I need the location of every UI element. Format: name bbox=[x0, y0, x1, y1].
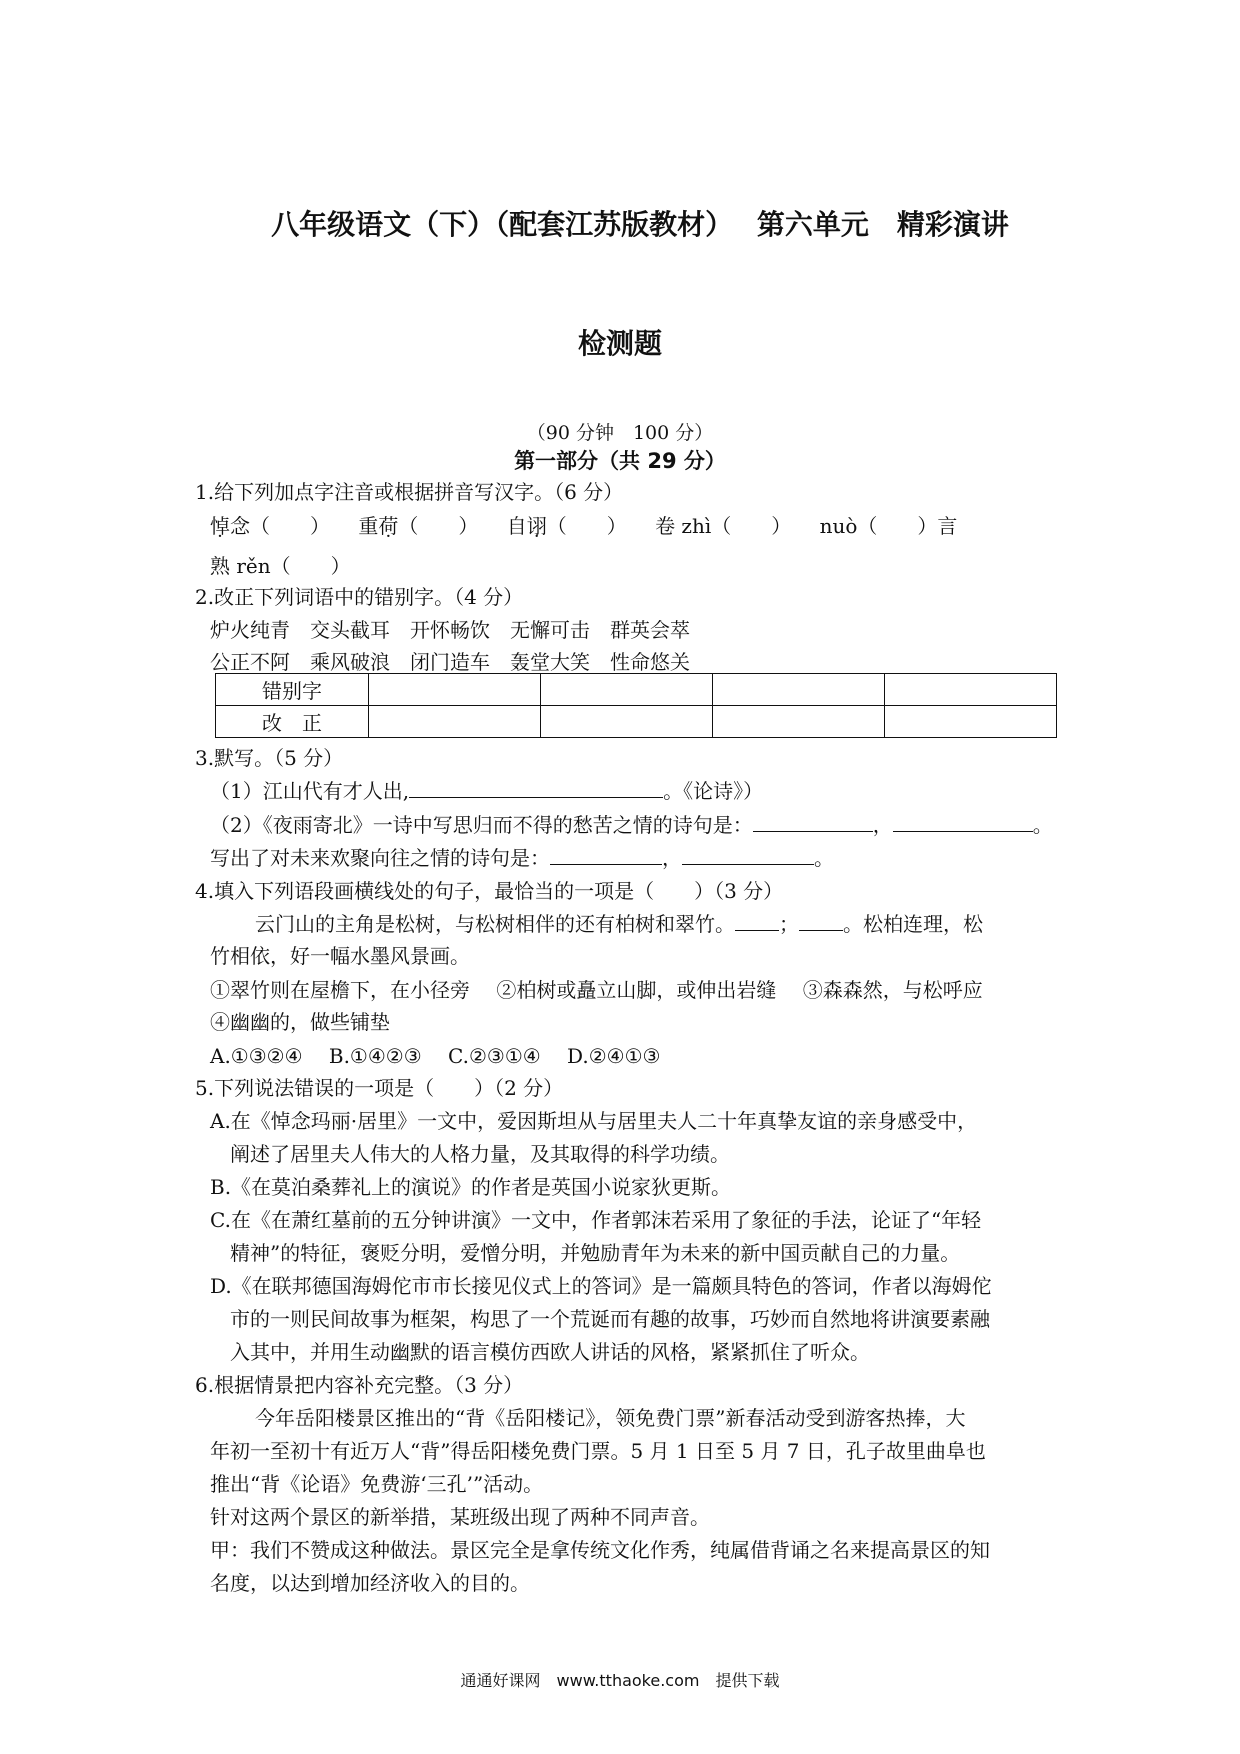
q1-stem: 1.给下列加点字注音或根据拼音写汉字。（6 分） bbox=[195, 480, 624, 504]
q1-item-2: 重荷（ ） bbox=[358, 514, 479, 538]
q2-words-row1: 炉火纯青 交头截耳 开怀畅饮 无懈可击 群英会萃 bbox=[210, 618, 690, 642]
answer-cell[interactable] bbox=[885, 706, 1057, 738]
q3-stem: 3.默写。（5 分） bbox=[195, 746, 344, 770]
q3-line-c: 写出了对未来欢聚向往之情的诗句是： ， 。 bbox=[210, 846, 834, 870]
answer-cell[interactable] bbox=[369, 674, 541, 706]
q5-stem: 5.下列说法错误的一项是（ ）（2 分） bbox=[195, 1076, 564, 1100]
document-subtitle: 检测题 bbox=[577, 327, 662, 360]
answer-blank[interactable] bbox=[799, 912, 843, 931]
q5-option-d-line1: D.《在联邦德国海姆佗市市长接见仪式上的答词》是一篇颇具特色的答词，作者以海姆佗 bbox=[210, 1274, 992, 1298]
part-one-heading: 第一部分（共 29 分） bbox=[514, 449, 726, 473]
answer-cell[interactable] bbox=[885, 674, 1057, 706]
footer-source: 通通好课网 www.tthaoke.com 提供下载 bbox=[460, 1671, 780, 1690]
q5-option-c-line1: C.在《在萧红墓前的五分钟讲演》一文中，作者郭沫若采用了象征的手法，论证了“年轻 bbox=[210, 1208, 982, 1232]
answer-blank[interactable] bbox=[735, 912, 779, 931]
table-label-correct: 改 正 bbox=[216, 706, 369, 738]
q5-option-a-line1: A.在《悼念玛丽·居里》一文中，爱因斯坦从与居里夫人二十年真挚友谊的亲身感受中， bbox=[210, 1109, 978, 1133]
table-row bbox=[216, 706, 1057, 738]
q4-stem: 4.填入下列语段画横线处的句子，最恰当的一项是（ ）（3 分） bbox=[195, 879, 784, 903]
answer-cell[interactable] bbox=[713, 706, 885, 738]
q4-para-1: 云门山的主角是松树，与松树相伴的还有柏树和翠竹。 ； 。松柏连理，松 bbox=[255, 912, 983, 936]
q5-option-d-line3: 入其中，并用生动幽默的语言模仿西欧人讲话的风格，紧紧抓住了听众。 bbox=[230, 1340, 870, 1364]
q1-items-line bbox=[210, 511, 957, 541]
answer-blank[interactable] bbox=[550, 846, 662, 865]
q3-line-b: （2）《夜雨寄北》一诗中写思归而不得的愁苦之情的诗句是： ， 。 bbox=[210, 813, 1053, 837]
q6-para-6: 名度，以达到增加经济收入的目的。 bbox=[210, 1571, 530, 1595]
answer-cell[interactable] bbox=[369, 706, 541, 738]
q4-options-2: ④幽幽的，做些铺垫 bbox=[210, 1010, 390, 1034]
answer-blank[interactable] bbox=[893, 813, 1033, 832]
q2-words-row2: 公正不阿 乘风破浪 闭门造车 轰堂大笑 性命悠关 bbox=[210, 650, 690, 674]
time-score: （90 分钟 100 分） bbox=[526, 422, 714, 444]
q6-para-3: 推出“背《论语》免费游‘三孔’”活动。 bbox=[210, 1472, 544, 1496]
answer-blank[interactable] bbox=[409, 779, 663, 798]
q5-option-b: B.《在莫泊桑葬礼上的演说》的作者是英国小说家狄更斯。 bbox=[210, 1175, 732, 1199]
table-row bbox=[216, 674, 1057, 706]
q3-line-a: （1）江山代有才人出, 。《论诗》） bbox=[210, 779, 764, 803]
q1-item-1: 悼念（ ） bbox=[210, 514, 330, 538]
q6-stem: 6.根据情景把内容补充完整。（3 分） bbox=[195, 1373, 524, 1397]
q5-option-a-line2: 阐述了居里夫人伟大的人格力量，及其取得的科学功绩。 bbox=[230, 1142, 730, 1166]
q4-choices: A.①③②④ B.①④②③ C.②③①④ D.②④①③ bbox=[210, 1044, 661, 1068]
q5-option-d-line2: 市的一则民间故事为框架，构思了一个荒诞而有趣的故事，巧妙而自然地将讲演要素融 bbox=[230, 1307, 990, 1331]
q6-para-2: 年初一至初十有近万人“背”得岳阳楼免费门票。5 月 1 日至 5 月 7 日，孔子故里曲阜也 bbox=[210, 1439, 986, 1463]
q1-item-4: 卷 zhì（ ） bbox=[655, 514, 792, 538]
answer-cell[interactable] bbox=[541, 674, 713, 706]
q1-item-3: 自诩（ ） bbox=[506, 514, 627, 538]
answer-cell[interactable] bbox=[541, 706, 713, 738]
q1-line2: 熟 rěn（ ） bbox=[210, 554, 351, 578]
q4-options-1: ①翠竹则在屋檐下，在小径旁 ②柏树或矗立山脚，或伸出岩缝 ③森森然，与松呼应 bbox=[210, 978, 983, 1002]
table-label-wrong: 错别字 bbox=[216, 674, 369, 706]
q1-item-5: nuò（ ）言 bbox=[819, 514, 958, 538]
q5-option-c-line2: 精神”的特征，褒贬分明，爱憎分明，并勉励青年为未来的新中国贡献自己的力量。 bbox=[230, 1241, 961, 1265]
q2-stem: 2.改正下列词语中的错别字。（4 分） bbox=[195, 585, 524, 609]
correction-table bbox=[215, 673, 1057, 738]
document-title: 八年级语文（下）（配套江苏版教材） 第六单元 精彩演讲 bbox=[271, 208, 1009, 241]
q6-para-5: 甲：我们不赞成这种做法。景区完全是拿传统文化作秀，纯属借背诵之名来提高景区的知 bbox=[210, 1538, 990, 1562]
answer-blank[interactable] bbox=[682, 846, 814, 865]
q6-para-4: 针对这两个景区的新举措，某班级出现了两种不同声音。 bbox=[210, 1505, 710, 1529]
q6-para-1: 今年岳阳楼景区推出的“背《岳阳楼记》，领免费门票”新春活动受到游客热捧，大 bbox=[255, 1406, 966, 1430]
answer-blank[interactable] bbox=[753, 813, 873, 832]
answer-cell[interactable] bbox=[713, 674, 885, 706]
q4-para-2: 竹相依，好一幅水墨风景画。 bbox=[210, 944, 470, 968]
